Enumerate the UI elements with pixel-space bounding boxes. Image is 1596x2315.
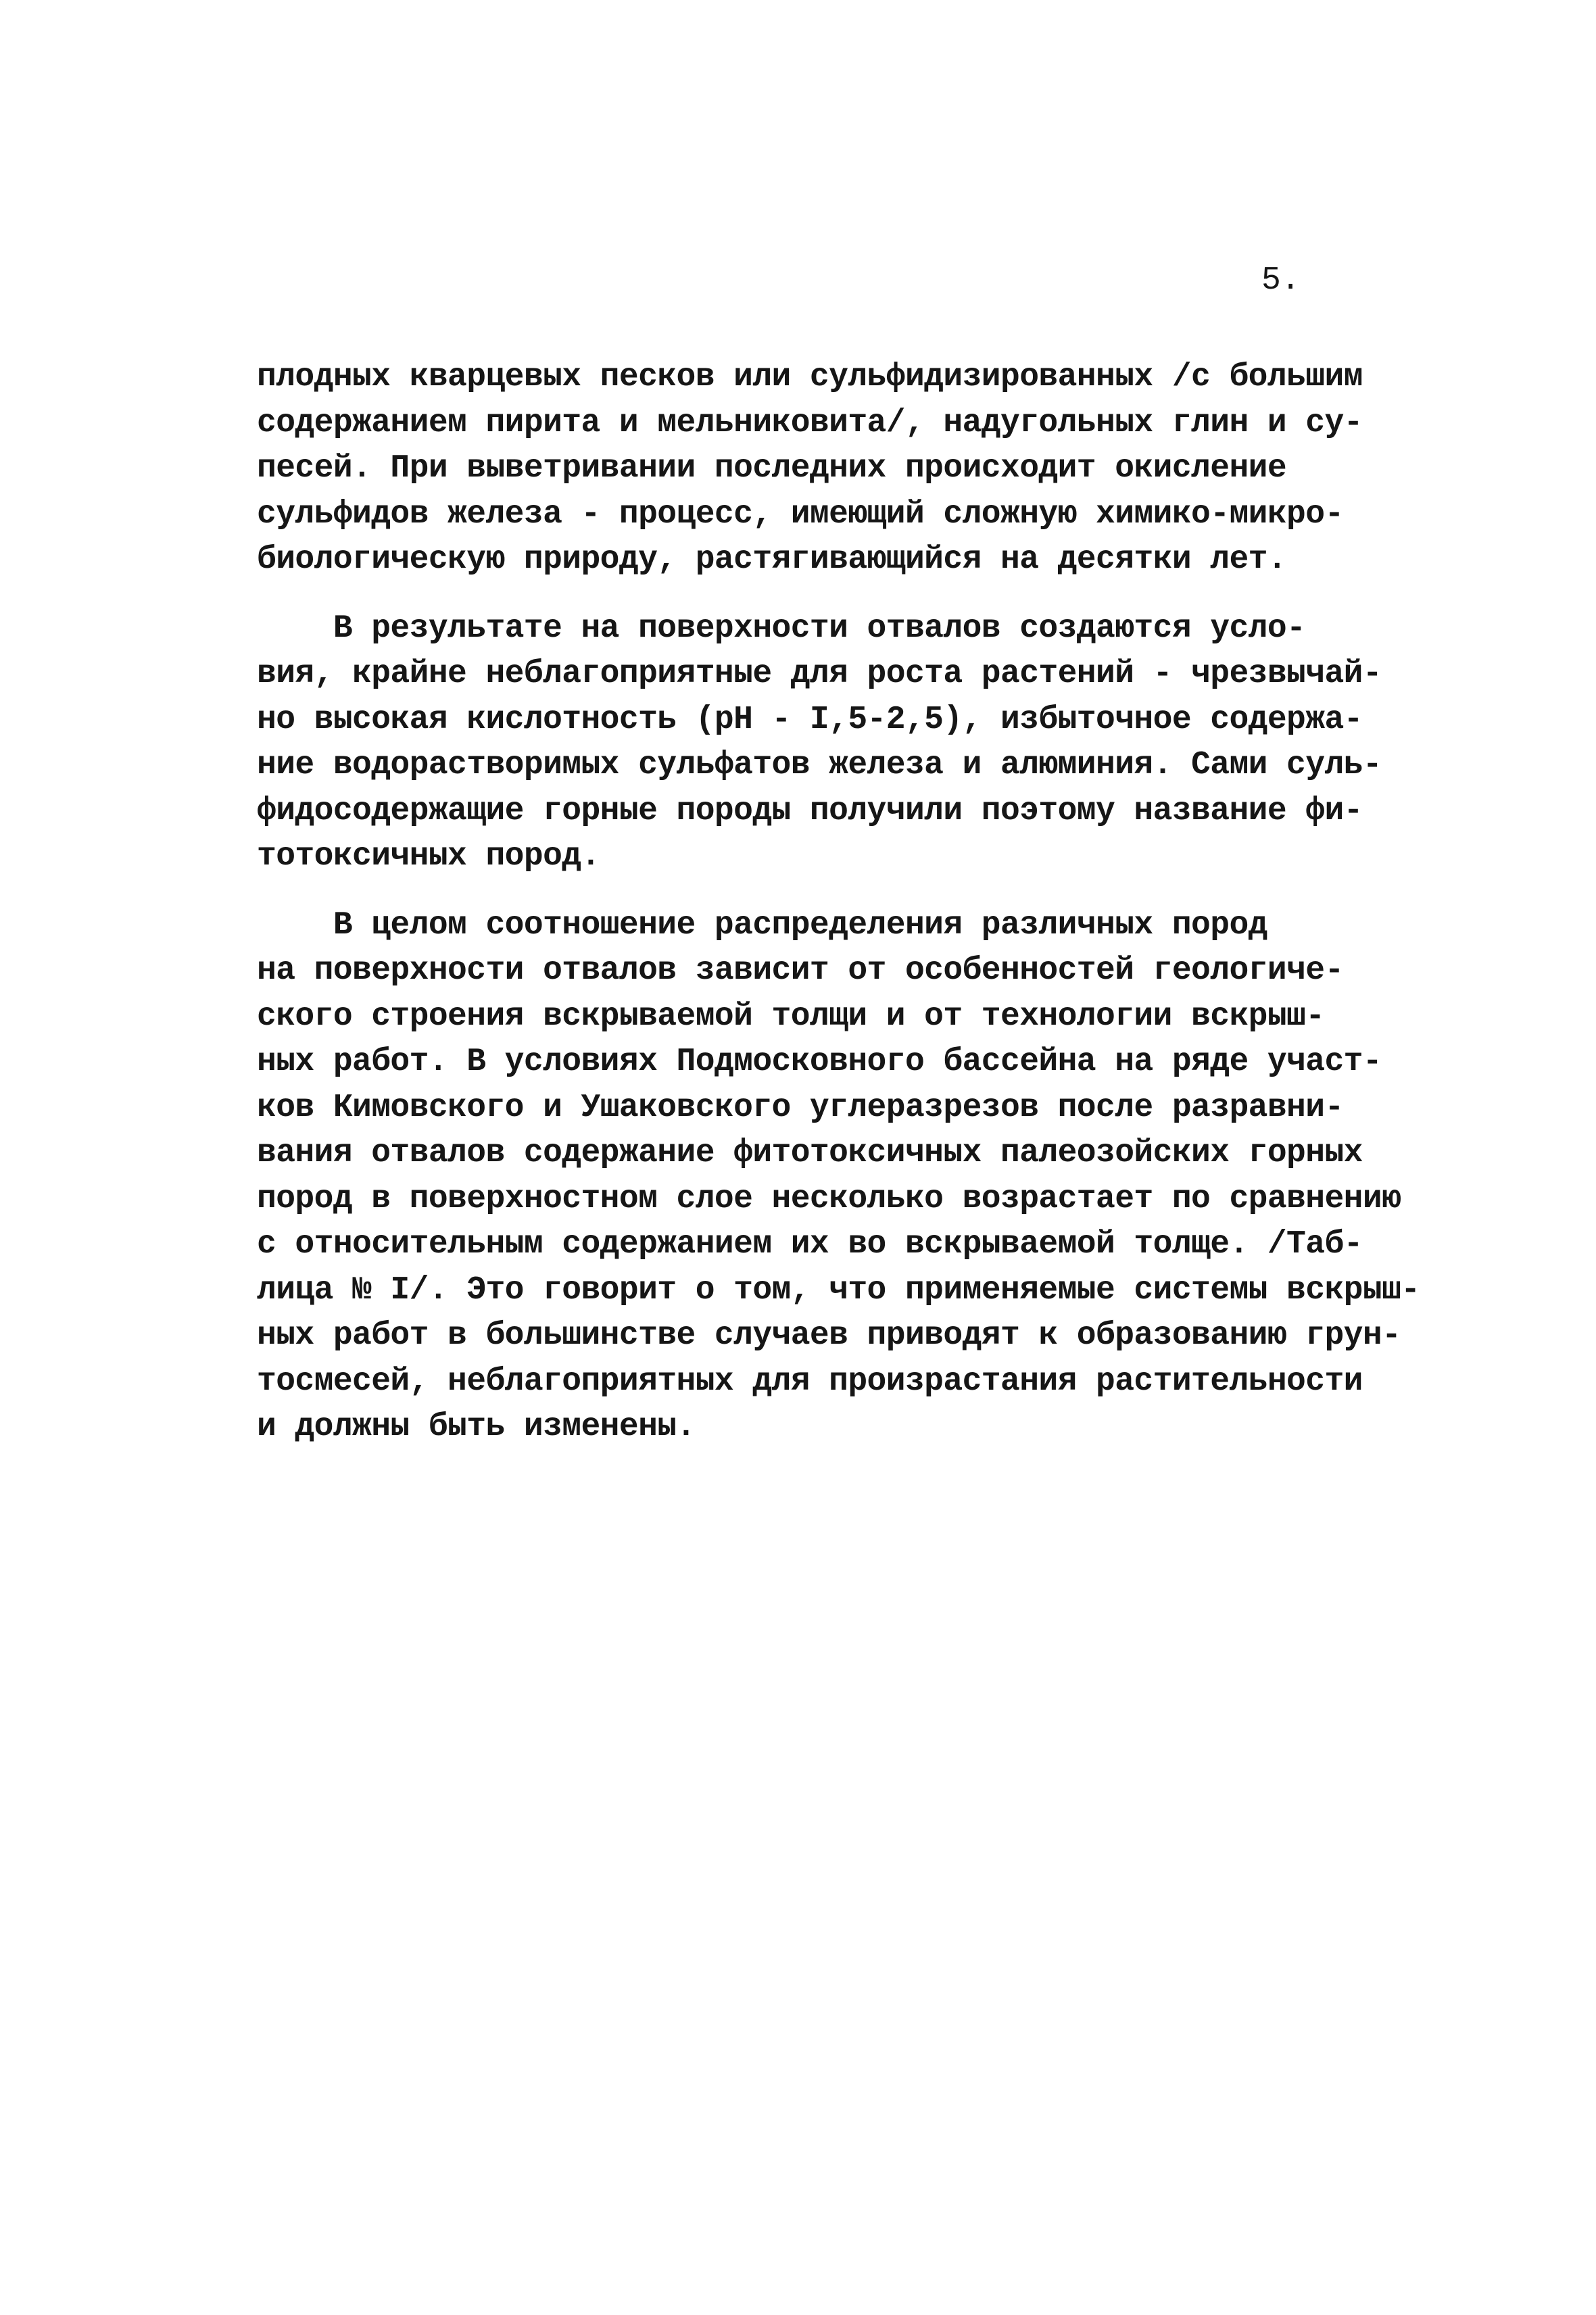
text-line: ков Кимовского и Ушаковского углеразрезов после разравни- xyxy=(257,1089,1344,1126)
paragraph-1 xyxy=(257,355,1433,583)
text-line: биологическую природу, растягивающийся на десятки лет. xyxy=(257,541,1287,578)
text-line: и должны быть изменены. xyxy=(257,1409,696,1445)
text-line: песей. При выветривании последних происходит окисление xyxy=(257,450,1287,487)
text-line: тотоксичных пород. xyxy=(257,838,600,875)
text-line: сульфидов железа - процесс, имеющий сложную химико-микро- xyxy=(257,495,1344,533)
text-line: ского строения вскрываемой толщи и от технологии вскрыш- xyxy=(257,998,1325,1035)
text-line: плодных кварцевых песков или сульфидизированных /с большим xyxy=(257,359,1363,395)
text-line: с относительным содержанием их во вскрываемой толще. /Таб- xyxy=(257,1226,1363,1263)
text-line: лица № I/. Это говорит о том, что применяемые системы вскрыш- xyxy=(257,1271,1420,1309)
text-line: ных работ в большинстве случаев приводят к образованию грун- xyxy=(257,1317,1401,1354)
text-line: вия, крайне неблагоприятные для роста растений - чрезвычай- xyxy=(257,656,1382,692)
page-number: 5. xyxy=(1261,262,1301,299)
text-line: на поверхности отвалов зависит от особенностей геологиче- xyxy=(257,952,1344,989)
text-line: фидосодержащие горные породы получили поэтому название фи- xyxy=(257,792,1363,829)
text-line: содержанием пирита и мельниковита/, надугольных глин и су- xyxy=(257,404,1363,441)
text-line: тосмесей, неблагоприятных для произрастания растительности xyxy=(257,1363,1363,1400)
text-line: пород в поверхностном слое несколько возрастает по сравнению xyxy=(257,1180,1401,1217)
text-line: вания отвалов содержание фитотоксичных палеозойских горных xyxy=(257,1135,1363,1171)
body-text xyxy=(257,355,1433,1451)
text-line: но высокая кислотность (pH - I,5-2,5), избыточное содержа- xyxy=(257,701,1363,738)
text-line: В целом соотношение распределения различных пород xyxy=(257,906,1267,944)
paragraph-2 xyxy=(257,606,1433,880)
paragraph-3 xyxy=(257,903,1433,1451)
text-line: В результате на поверхности отвалов создаются усло- xyxy=(257,610,1306,647)
text-line: ние водорастворимых сульфатов железа и алюминия. Сами суль- xyxy=(257,747,1382,783)
text-line: ных работ. В условиях Подмосковного бассейна на ряде участ- xyxy=(257,1044,1382,1080)
